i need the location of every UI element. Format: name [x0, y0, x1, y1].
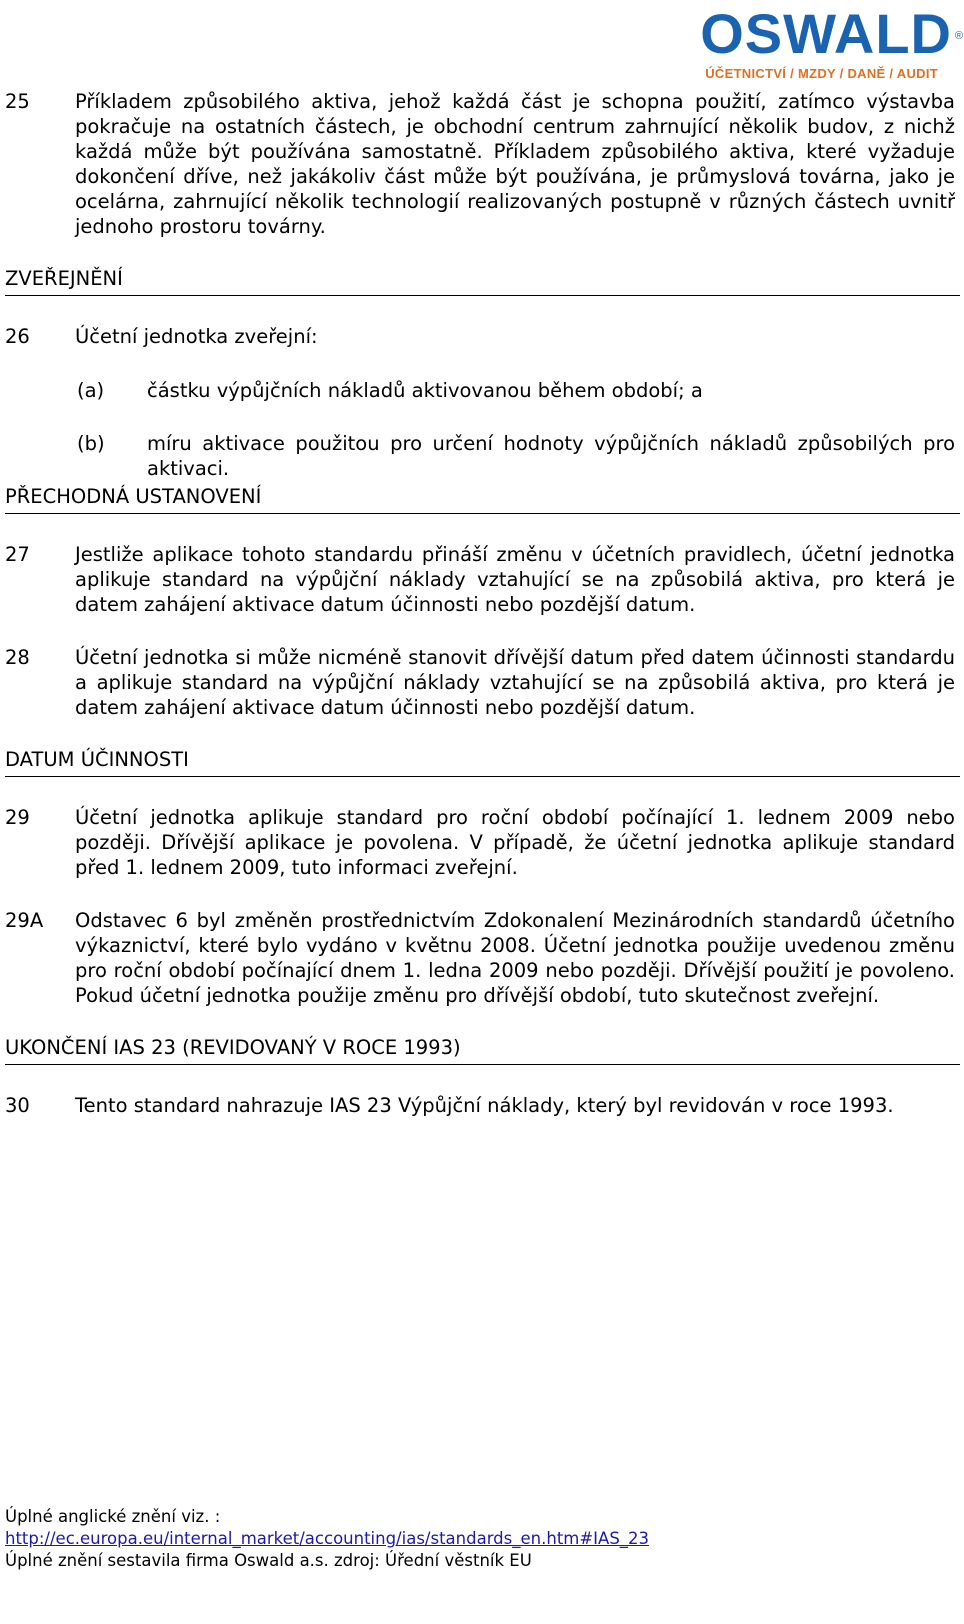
paragraph-number: 26 — [5, 325, 30, 348]
list-item-label: (b) — [77, 432, 105, 455]
paragraph-number: 27 — [5, 543, 30, 566]
section-heading-effective-date: DATUM ÚČINNOSTI — [5, 748, 960, 777]
list-item-text: částku výpůjčních nákladů aktivovanou během období; a — [147, 379, 703, 402]
paragraph-text: Odstavec 6 byl změněn prostřednictvím Zdokonalení Mezinárodních standardů účetního výkaznictví, které bylo vydáno v květnu 2008. Účetní jednotka použije uvedenou změnu pro roční období počínající dnem 1. ledna 2009 nebo později. Dřívější použití je povoleno. Pokud účetní jednotka použije změnu pro dřívější období, tuto skutečnost zveřejní. — [75, 909, 955, 1007]
logo-brand-text: OSWALD — [700, 2, 952, 65]
paragraph-text: Účetní jednotka aplikuje standard pro roční období počínající 1. lednem 2009 nebo později. Dřívější aplikace je povolena. V případě, že účetní jednotka aplikuje standard před 1. lednem 2009, tuto informaci zveřejní. — [75, 806, 955, 879]
list-item-a — [5, 378, 960, 403]
paragraph-text: Tento standard nahrazuje IAS 23 Výpůjční náklady, který byl revidován v roce 1993. — [75, 1094, 894, 1117]
paragraph-number: 30 — [5, 1094, 30, 1117]
list-item-label: (a) — [77, 379, 105, 402]
paragraph-number: 29 — [5, 806, 30, 829]
list-item-text: míru aktivace použitou pro určení hodnoty výpůjčních nákladů způsobilých pro aktivaci. — [147, 432, 955, 480]
paragraph-26 — [5, 324, 960, 349]
logo-wordmark — [700, 2, 964, 65]
page-footer — [5, 1506, 905, 1572]
section-heading-disclosure: ZVEŘEJNĚNÍ — [5, 267, 960, 296]
paragraph-25 — [5, 89, 960, 239]
paragraph-29a — [5, 908, 960, 1008]
section-heading-withdrawal: UKONČENÍ IAS 23 (REVIDOVANÝ V ROCE 1993) — [5, 1036, 960, 1065]
paragraph-text: Účetní jednotka si může nicméně stanovit dřívější datum před datem účinnosti standardu a aplikuje standard na výpůjční náklady vztahující se na způsobilá aktiva, pro která je datem zahájení aktivace datum účinnosti nebo pozdější datum. — [75, 646, 955, 719]
paragraph-30 — [5, 1093, 960, 1118]
section-heading-transition: PŘECHODNÁ USTANOVENÍ — [5, 485, 960, 514]
footer-compiled-by: Úplné znění sestavila firma Oswald a.s. zdroj: Úřední věstník EU — [5, 1551, 532, 1570]
list-item-b — [5, 431, 960, 481]
paragraph-28 — [5, 645, 960, 720]
paragraph-number: 25 — [5, 90, 30, 113]
paragraph-text: Účetní jednotka zveřejní: — [75, 325, 318, 348]
footer-source-link[interactable]: http://ec.europa.eu/internal_market/accounting/ias/standards_en.htm#IAS_23 — [5, 1529, 650, 1548]
logo-tagline: ÚČETNICTVÍ / MZDY / DANĚ / AUDIT — [705, 66, 938, 81]
logo-registered-mark: ® — [954, 30, 964, 42]
paragraph-number: 29A — [5, 909, 44, 932]
paragraph-27 — [5, 542, 960, 617]
footer-note: Úplné anglické znění viz. : — [5, 1507, 221, 1526]
document-body — [5, 89, 960, 1118]
oswald-logo — [672, 2, 964, 90]
paragraph-text: Příkladem způsobilého aktiva, jehož každá část je schopna použití, zatímco výstavba pokračuje na ostatních částech, je obchodní centrum zahrnující několik budov, z nichž každá může být používána samostatně. Příkladem způsobilého aktiva, které vyžaduje dokončení dříve, než jakákoliv část může být používána, je průmyslová továrna, jako je ocelárna, zahrnující několik technologií realizovaných postupně v různých částech uvnitř jednoho prostoru továrny. — [75, 90, 955, 238]
paragraph-29 — [5, 805, 960, 880]
paragraph-text: Jestliže aplikace tohoto standardu přináší změnu v účetních pravidlech, účetní jednotka aplikuje standard na výpůjční náklady vztahující se na způsobilá aktiva, pro která je datem zahájení aktivace datum účinnosti nebo pozdější datum. — [75, 543, 955, 616]
paragraph-number: 28 — [5, 646, 30, 669]
